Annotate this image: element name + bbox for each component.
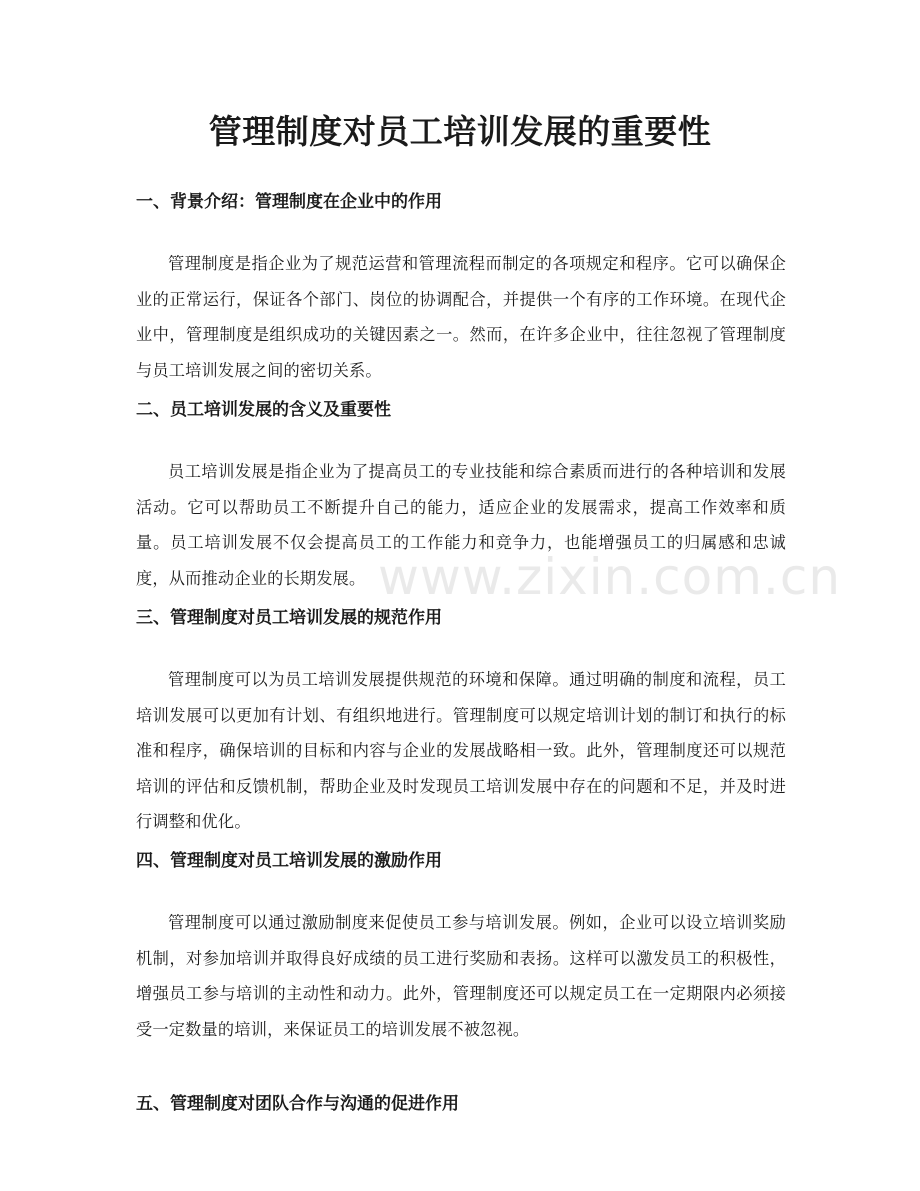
section-paragraph: 员工培训发展是指企业为了提高员工的专业技能和综合素质而进行的各种培训和发展活动。它可以帮助员工不断提升自己的能力，适应企业的发展需求，提高工作效率和质量。员工培训发展不仅会提高员工的工作能力和竞争力，也能增强员工的归属感和忠诚度，从而推动企业的长期发展。 bbox=[136, 462, 786, 588]
section-heading: 四、管理制度对员工培训发展的激励作用 bbox=[136, 851, 442, 871]
section-paragraph: 管理制度可以为员工培训发展提供规范的环境和保障。通过明确的制度和流程，员工培训发展可以更加有计划、有组织地进行。管理制度可以规定培训计划的制订和执行的标准和程序，确保培训的目标和内容与企业的发展战略相一致。此外，管理制度还可以规范培训的评估和反馈机制，帮助企业及时发现员工培训发展中存在的问题和不足，并及时进行调整和优化。 bbox=[136, 670, 786, 831]
watermark: www.zixin.com.cn bbox=[378, 548, 842, 606]
section-heading: 五、管理制度对团队合作与沟通的促进作用 bbox=[136, 1094, 459, 1114]
section-training-meaning bbox=[136, 397, 786, 596]
section-paragraph: 管理制度可以通过激励制度来促使员工参与培训发展。例如，企业可以设立培训奖励机制，对参加培训并取得良好成绩的员工进行奖励和表扬。这样可以激发员工的积极性，增强员工参与培训的主动性和动力。此外，管理制度还可以规定员工在一定期限内必须接受一定数量的培训，来保证员工的培训发展不被忽视。 bbox=[136, 913, 786, 1039]
section-regulating-role bbox=[136, 605, 786, 840]
section-incentive-role bbox=[136, 848, 786, 1047]
section-paragraph: 管理制度是指企业为了规范运营和管理流程而制定的各项规定和程序。它可以确保企业的正常运行，保证各个部门、岗位的协调配合，并提供一个有序的工作环境。在现代企业中，管理制度是组织成功的关键因素之一。然而，在许多企业中，往往忽视了管理制度与员工培训发展之间的密切关系。 bbox=[136, 254, 786, 380]
section-teamwork bbox=[136, 1091, 786, 1117]
section-heading: 一、背景介绍：管理制度在企业中的作用 bbox=[136, 192, 442, 212]
section-heading: 二、员工培训发展的含义及重要性 bbox=[136, 400, 391, 420]
section-heading: 三、管理制度对员工培训发展的规范作用 bbox=[136, 608, 442, 628]
section-background bbox=[136, 189, 786, 388]
document-title: 管理制度对员工培训发展的重要性 bbox=[208, 112, 712, 151]
